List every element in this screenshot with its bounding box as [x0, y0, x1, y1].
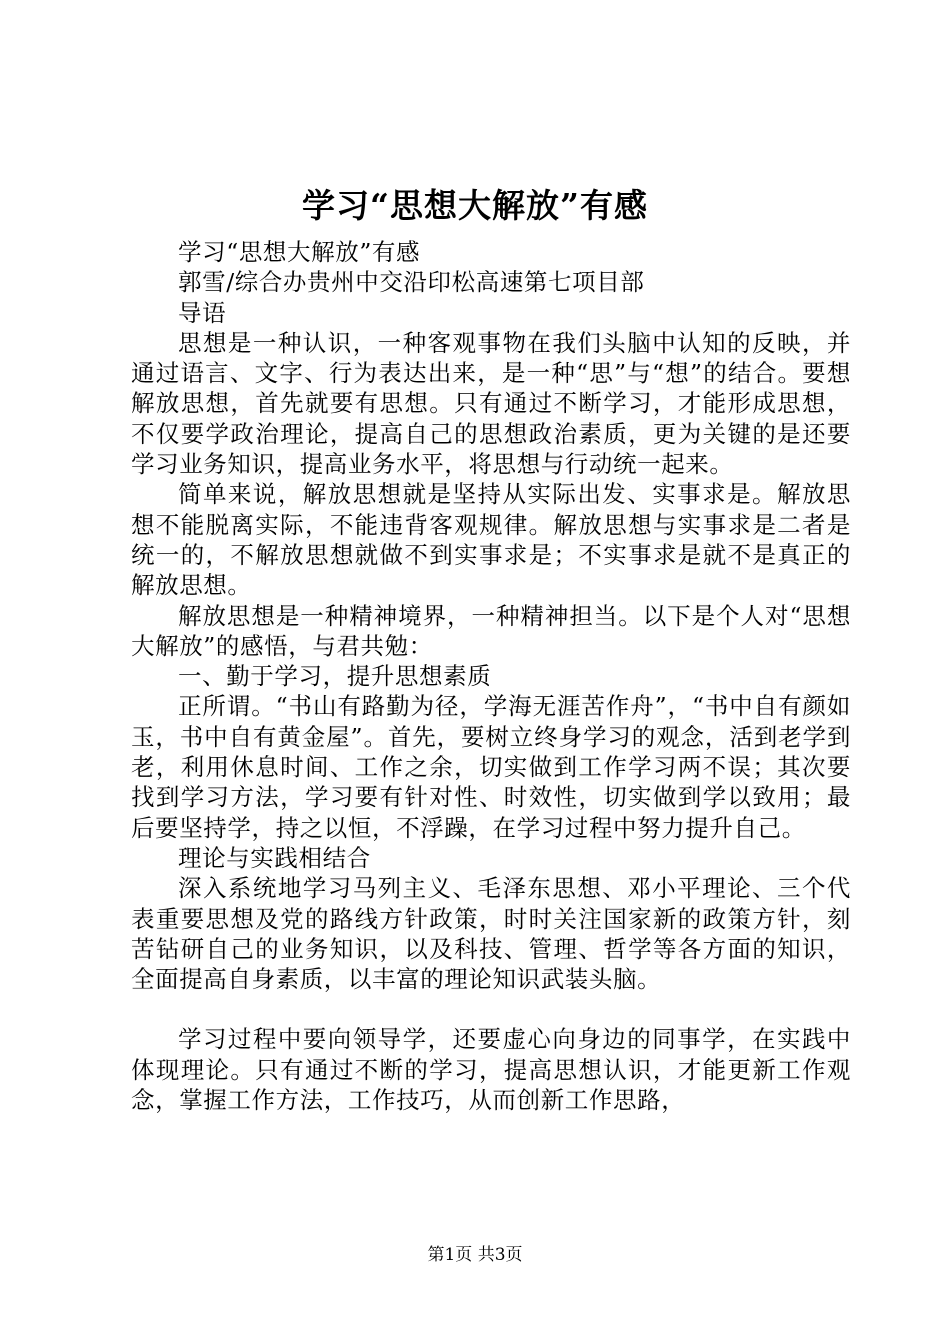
- document-body: [131, 237, 851, 1115]
- page-number-footer: 第1页 共3页: [427, 1245, 523, 1265]
- body-paragraph: 深入系统地学习马列主义、毛泽东思想、邓小平理论、三个代表重要思想及党的路线方针政策，时时关注国家新的政策方针，刻苦钻研自己的业务知识，以及科技、管理、哲学等各方面的知识，全面提高自身素质，以丰富的理论知识武装头脑。: [131, 874, 851, 994]
- author-line: 郭雪/综合办贵州中交沿印松高速第七项目部: [178, 268, 645, 297]
- document-title: 学习“思想大解放”有感: [302, 186, 648, 225]
- body-paragraph: 简单来说，解放思想就是坚持从实际出发、实事求是。解放思想不能脱离实际，不能违背客观规律。解放思想与实事求是二者是统一的，不解放思想就做不到实事求是；不实事求是就不是真正的解放思想。: [131, 480, 851, 600]
- body-paragraph: 正所谓。“书山有路勤为径，学海无涯苦作舟”，“书中自有颜如玉，书中自有黄金屋”。首先，要树立终身学习的观念，活到老学到老，利用休息时间、工作之余，切实做到工作学习两不误；其次要找到学习方法，学习要有针对性、时效性，切实做到学以致用；最后要坚持学，持之以恒，不浮躁，在学习过程中努力提升自己。: [131, 692, 851, 842]
- section-heading-1: 一、勤于学习，提升思想素质: [178, 662, 492, 691]
- section-heading-intro: 导语: [178, 298, 227, 327]
- body-paragraph: 思想是一种认识，一种客观事物在我们头脑中认知的反映，并通过语言、文字、行为表达出来，是一种“思”与“想”的结合。要想解放思想，首先就要有思想。只有通过不断学习，才能形成思想，不仅要学政治理论，提高自己的思想政治素质，更为关键的是还要学习业务知识，提高业务水平，将思想与行动统一起来。: [131, 328, 851, 479]
- section-heading-2: 理论与实践相结合: [178, 843, 371, 872]
- body-paragraph: 学习过程中要向领导学，还要虚心向身边的同事学，在实践中体现理论。只有通过不断的学习，提高思想认识，才能更新工作观念，掌握工作方法，工作技巧，从而创新工作思路，: [131, 1025, 851, 1115]
- body-paragraph: 解放思想是一种精神境界，一种精神担当。以下是个人对“思想大解放”的感悟，与君共勉：: [131, 601, 851, 660]
- subtitle-paragraph: 学习“思想大解放”有感: [178, 238, 421, 266]
